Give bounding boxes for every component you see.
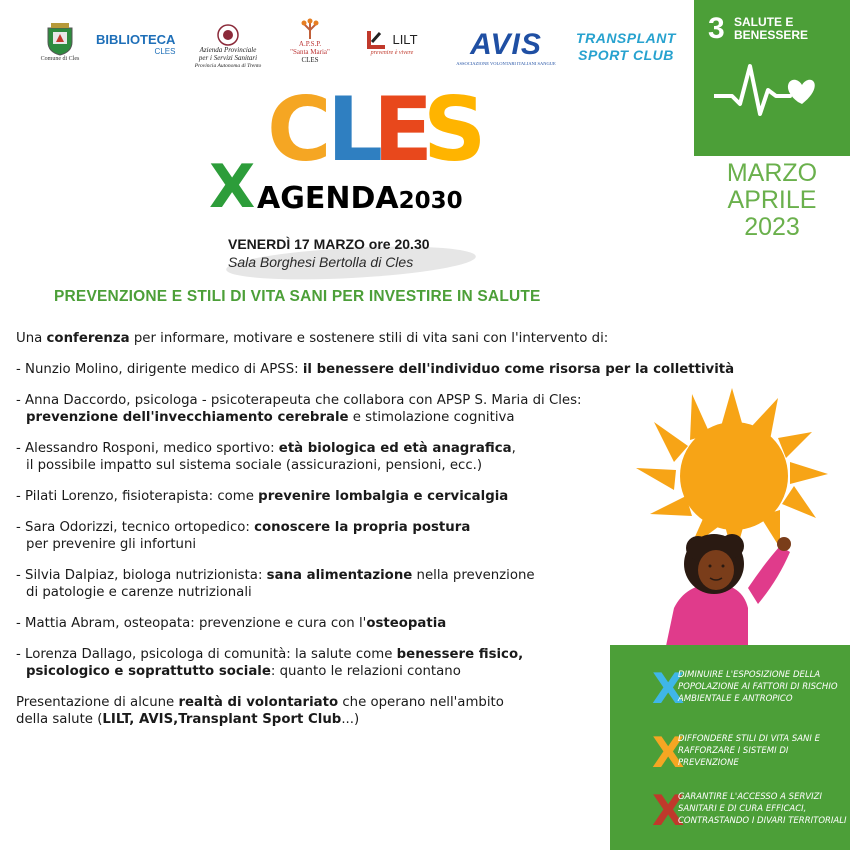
speaker-item: - Sara Odorizzi, tecnico ortopedico: conoscere la propria postura per prevenire gli infortuni bbox=[16, 520, 471, 552]
goal-x-mark-icon: X bbox=[652, 664, 685, 713]
comune-cles-logo bbox=[40, 22, 80, 63]
transplant-label: TRANSPLANT bbox=[576, 30, 676, 46]
comune-label: Comune di Cles bbox=[40, 56, 80, 62]
event-venue: Sala Borghesi Bertolla di Cles bbox=[228, 254, 414, 270]
goal-text: DIFFONDERE STILI DI VITA SANI E RAFFORZARE I SISTEMI DI PREVENZIONE bbox=[678, 734, 820, 768]
goal-x-mark-icon: X bbox=[652, 786, 685, 835]
apsp-line1: A.P.S.P. bbox=[298, 40, 322, 48]
avis-sub-label: ASSOCIAZIONE VOLONTARI ITALIANI SANGUE bbox=[456, 61, 556, 66]
apss-line3: Provincia Autonoma di Trento bbox=[194, 63, 262, 69]
child-icon bbox=[666, 534, 791, 646]
brand-letter-s: S bbox=[423, 78, 487, 181]
apsp-line2: "Santa Maria" bbox=[290, 48, 330, 56]
goal-text: GARANTIRE L'ACCESSO A SERVIZI SANITARI E DI CURA EFFICACI, CONTRASTANDO I DIVARI TERRITORIALI bbox=[678, 792, 847, 826]
lilt-label: LILT bbox=[392, 31, 418, 47]
apss-emblem-icon bbox=[217, 24, 239, 46]
biblioteca-logo bbox=[96, 34, 175, 58]
sdg-number: 3 bbox=[708, 12, 725, 45]
apss-line2: per i Servizi Sanitari bbox=[198, 54, 258, 62]
sun-child-illustration bbox=[630, 388, 850, 646]
speaker-item: - Lorenza Dallago, psicologa di comunità: la salute come benessere fisico, psicologico e soprattutto sociale: quanto le relazioni contano bbox=[16, 647, 524, 679]
lilt-tagline: prevenire è vivere bbox=[370, 50, 414, 56]
speaker-item: - Mattia Abram, osteopata: prevenzione e cura con l'osteopatia bbox=[16, 616, 447, 631]
outro-text: Presentazione di alcune realtà di volontariato che operano nell'ambito della salute (LILT, AVIS,Transplant Sport Club...) bbox=[16, 695, 504, 727]
speaker-item: - Nunzio Molino, dirigente medico di APSS: il benessere dell'individuo come risorsa per la collettività bbox=[16, 362, 735, 377]
apsp-logo bbox=[282, 18, 338, 64]
sdg3-tile bbox=[694, 0, 850, 156]
event-period bbox=[694, 160, 850, 241]
brand-letter-l: L bbox=[327, 78, 384, 181]
brand-letter-c: C bbox=[267, 78, 332, 181]
event-info bbox=[218, 236, 478, 270]
brand-letter-e: E bbox=[373, 78, 434, 181]
avis-label: AVIS bbox=[470, 28, 542, 61]
apss-logo bbox=[186, 24, 270, 70]
event-date: VENERDÌ 17 MARZO ore 20.30 bbox=[228, 236, 430, 252]
cles-agenda-2030-logo bbox=[205, 78, 495, 235]
headline: PREVENZIONE E STILI DI VITA SANI PER INVESTIRE IN SALUTE bbox=[54, 288, 541, 305]
biblioteca-label: BIBLIOTECA bbox=[96, 32, 176, 47]
sdg-title: SALUTE E BENESSERE bbox=[734, 15, 809, 42]
speaker-item: - Anna Daccordo, psicologa - psicoterapeuta che collabora con APSP S. Maria di Cles: prevenzione dell'invecchiamento cerebrale e stimolazione cognitiva bbox=[16, 393, 582, 425]
speaker-item: - Pilati Lorenzo, fisioterapista: come prevenire lombalgia e cervicalgia bbox=[16, 489, 509, 504]
avis-logo bbox=[452, 30, 560, 67]
apss-line1: Azienda Provinciale bbox=[199, 46, 257, 54]
intro-text: Una conferenza per informare, motivare e sostenere stili di vita sani con l'intervento di: bbox=[16, 331, 609, 346]
apsp-line3: CLES bbox=[301, 56, 319, 64]
lilt-emblem-icon bbox=[366, 28, 388, 50]
goal-text: DIMINUIRE L'ESPOSIZIONE DELLA POPOLAZIONE AI FATTORI DI RISCHIO AMBIENTALE E ANTROPICO bbox=[678, 670, 838, 704]
coat-of-arms-icon bbox=[45, 22, 75, 56]
brand-year: 2030 bbox=[398, 188, 463, 214]
period-year: 2023 bbox=[744, 213, 800, 241]
transplant-sport-club-logo bbox=[572, 30, 680, 64]
brand-x: X bbox=[209, 152, 256, 222]
agenda-goals-panel bbox=[610, 645, 850, 850]
sport-club-label: SPORT CLUB bbox=[578, 47, 674, 63]
period-month-1: MARZO bbox=[726, 159, 818, 187]
partner-logos bbox=[0, 0, 690, 90]
brand-agenda: AGENDA2030 bbox=[257, 181, 463, 216]
period-month-2: APRILE bbox=[727, 186, 817, 214]
heartbeat-heart-icon bbox=[714, 60, 824, 120]
goal-x-mark-icon: X bbox=[652, 728, 685, 777]
speaker-item: - Silvia Dalpiaz, biologa nutrizionista: sana alimentazione nella prevenzione di patologie e carenze nutrizionali bbox=[16, 568, 535, 600]
tree-icon bbox=[299, 18, 321, 40]
biblioteca-sub-label: CLES bbox=[154, 47, 176, 56]
lilt-logo bbox=[342, 28, 442, 57]
speaker-item: - Alessandro Rosponi, medico sportivo: età biologica ed età anagrafica, il possibile impatto sul sistema sociale (assicurazioni, pensioni, ecc.) bbox=[16, 441, 516, 473]
